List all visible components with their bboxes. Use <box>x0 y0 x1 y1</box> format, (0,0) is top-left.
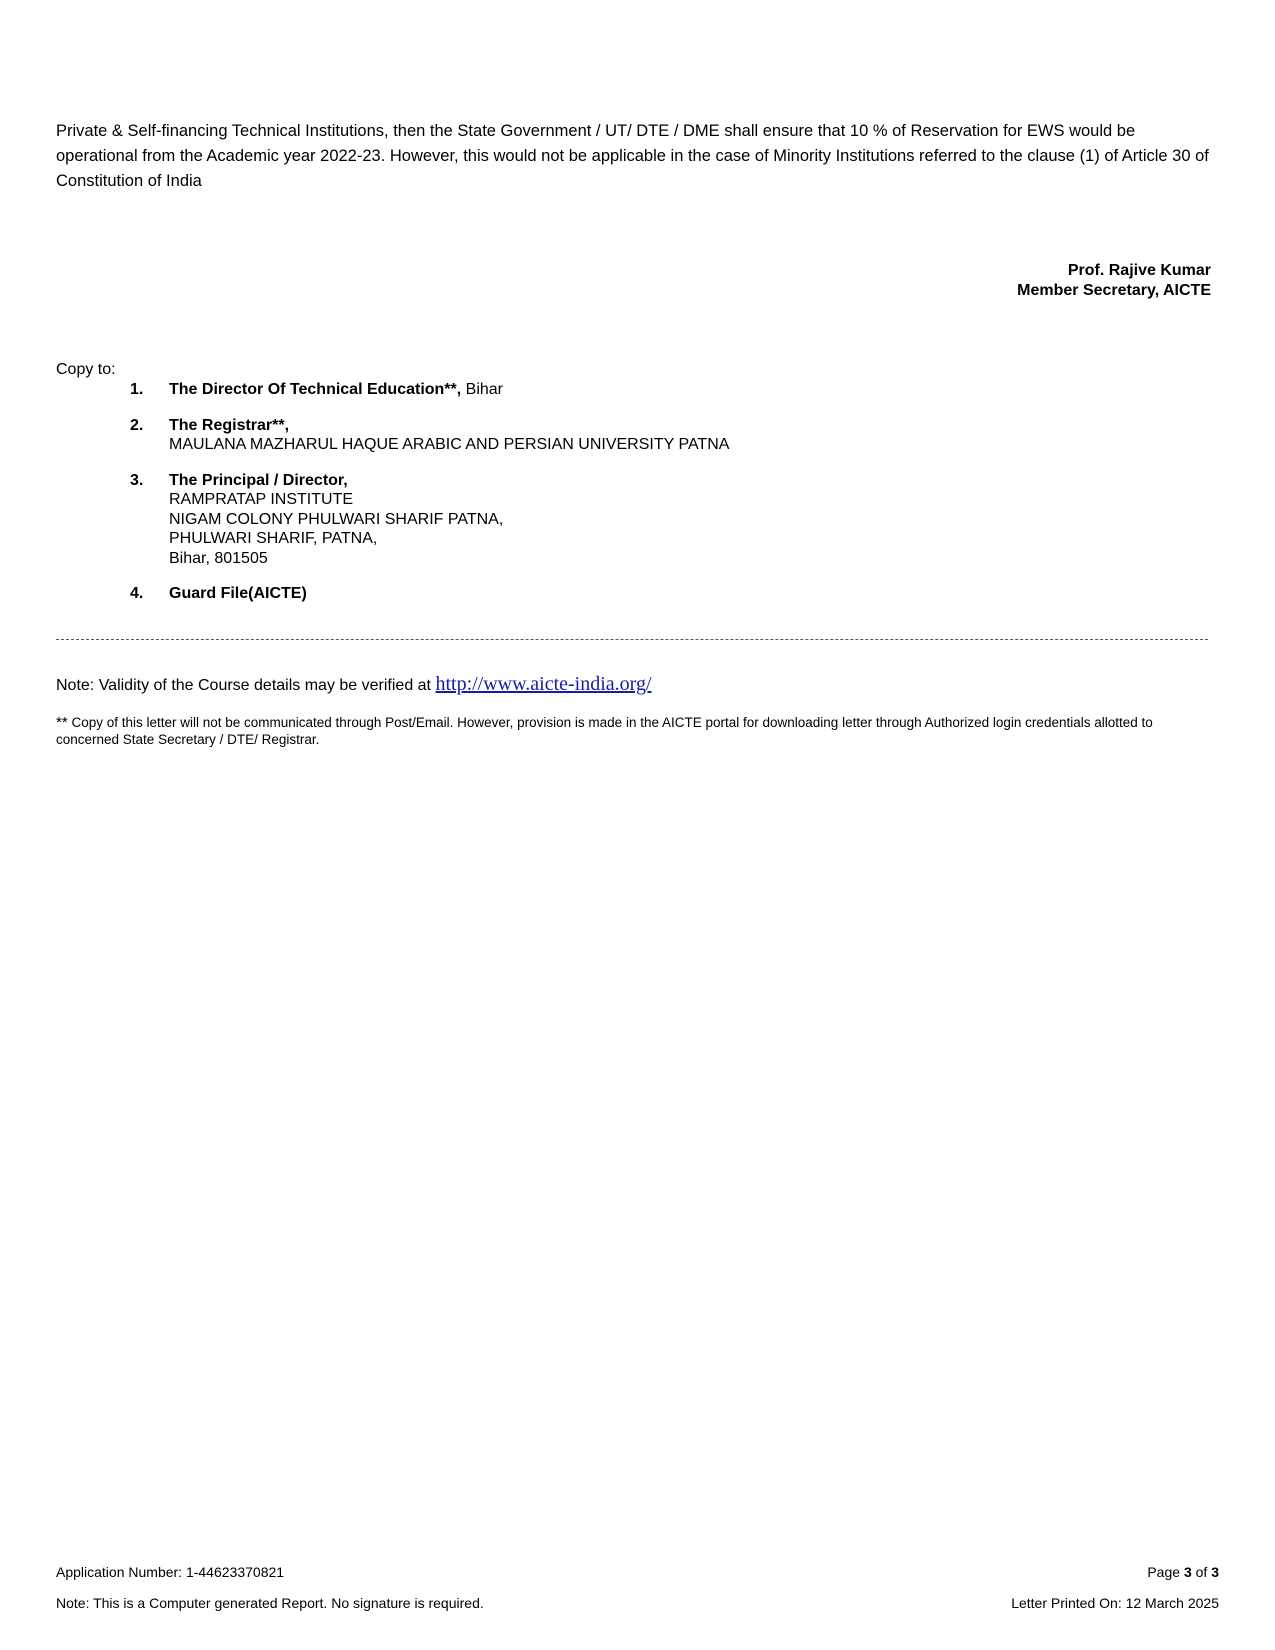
aicte-website-link[interactable]: http://www.aicte-india.org/ <box>435 673 652 695</box>
list-item <box>130 416 1030 455</box>
list-item-number: 1. <box>130 381 144 398</box>
institute-name: RAMPRATAP INSTITUTE <box>169 491 354 508</box>
recipient-heading: The Registrar**, <box>169 416 290 434</box>
application-number: Application Number: 1-44623370821 <box>56 1564 285 1580</box>
intro-paragraph: Private & Self-financing Technical Institutions, then the State Government / UT/ DTE / DME shall ensure that 10 % of Reservation for EWS would be operational from the Academic year 2022-23. However, this would not be applicable in the case of Minority Institutions referred to the clause (1) of Article 30 of Constitution of India <box>56 122 1209 190</box>
list-item-number: 3. <box>130 471 144 489</box>
recipient-heading: Guard File(AICTE) <box>169 585 307 602</box>
recipient-state: Bihar <box>461 381 503 398</box>
list-item-number: 2. <box>130 416 144 434</box>
page-total: 3 <box>1211 1564 1219 1580</box>
recipient-heading: The Principal / Director, <box>169 471 348 489</box>
address-line: NIGAM COLONY PHULWARI SHARIF PATNA, <box>169 510 504 528</box>
footnote-text: Copy of this letter will not be communicated through Post/Email. However, provision is made in the AICTE portal for downloading letter through Authorized login credentials allotted to concerned State Secretary / DTE/ Registrar. <box>56 715 1153 747</box>
footnote-stars: ** <box>56 714 68 731</box>
signature-block <box>1017 261 1211 301</box>
list-item-number: 4. <box>130 585 144 602</box>
dashed-divider <box>56 639 1208 640</box>
signatory-name: Prof. Rajive Kumar <box>1067 262 1211 279</box>
address-line: Bihar, 801505 <box>169 549 268 567</box>
verification-note-text: Note: Validity of the Course details may be verified at <box>56 677 436 694</box>
list-item <box>130 584 1030 604</box>
page-indicator <box>1147 1563 1219 1581</box>
recipient-university: MAULANA MAZHARUL HAQUE ARABIC AND PERSIAN UNIVERSITY PATNA <box>169 436 730 453</box>
copy-to-list <box>130 380 1030 620</box>
page-of: of <box>1191 1564 1212 1580</box>
computer-generated-note: Note: This is a Computer generated Report. No signature is required. <box>56 1595 484 1611</box>
recipient-heading: The Director Of Technical Education**, <box>169 381 462 398</box>
address-line: PHULWARI SHARIF, PATNA, <box>169 530 378 547</box>
verification-note <box>56 672 652 698</box>
footnote <box>56 714 1216 748</box>
list-item <box>130 380 1030 400</box>
page-current: 3 <box>1183 1564 1192 1580</box>
page-prefix: Page <box>1147 1564 1184 1580</box>
copy-to-label: Copy to: <box>56 361 116 378</box>
list-item <box>130 471 1030 569</box>
printed-on-date: Letter Printed On: 12 March 2025 <box>1011 1595 1219 1611</box>
signatory-title: Member Secretary, AICTE <box>1017 282 1211 299</box>
